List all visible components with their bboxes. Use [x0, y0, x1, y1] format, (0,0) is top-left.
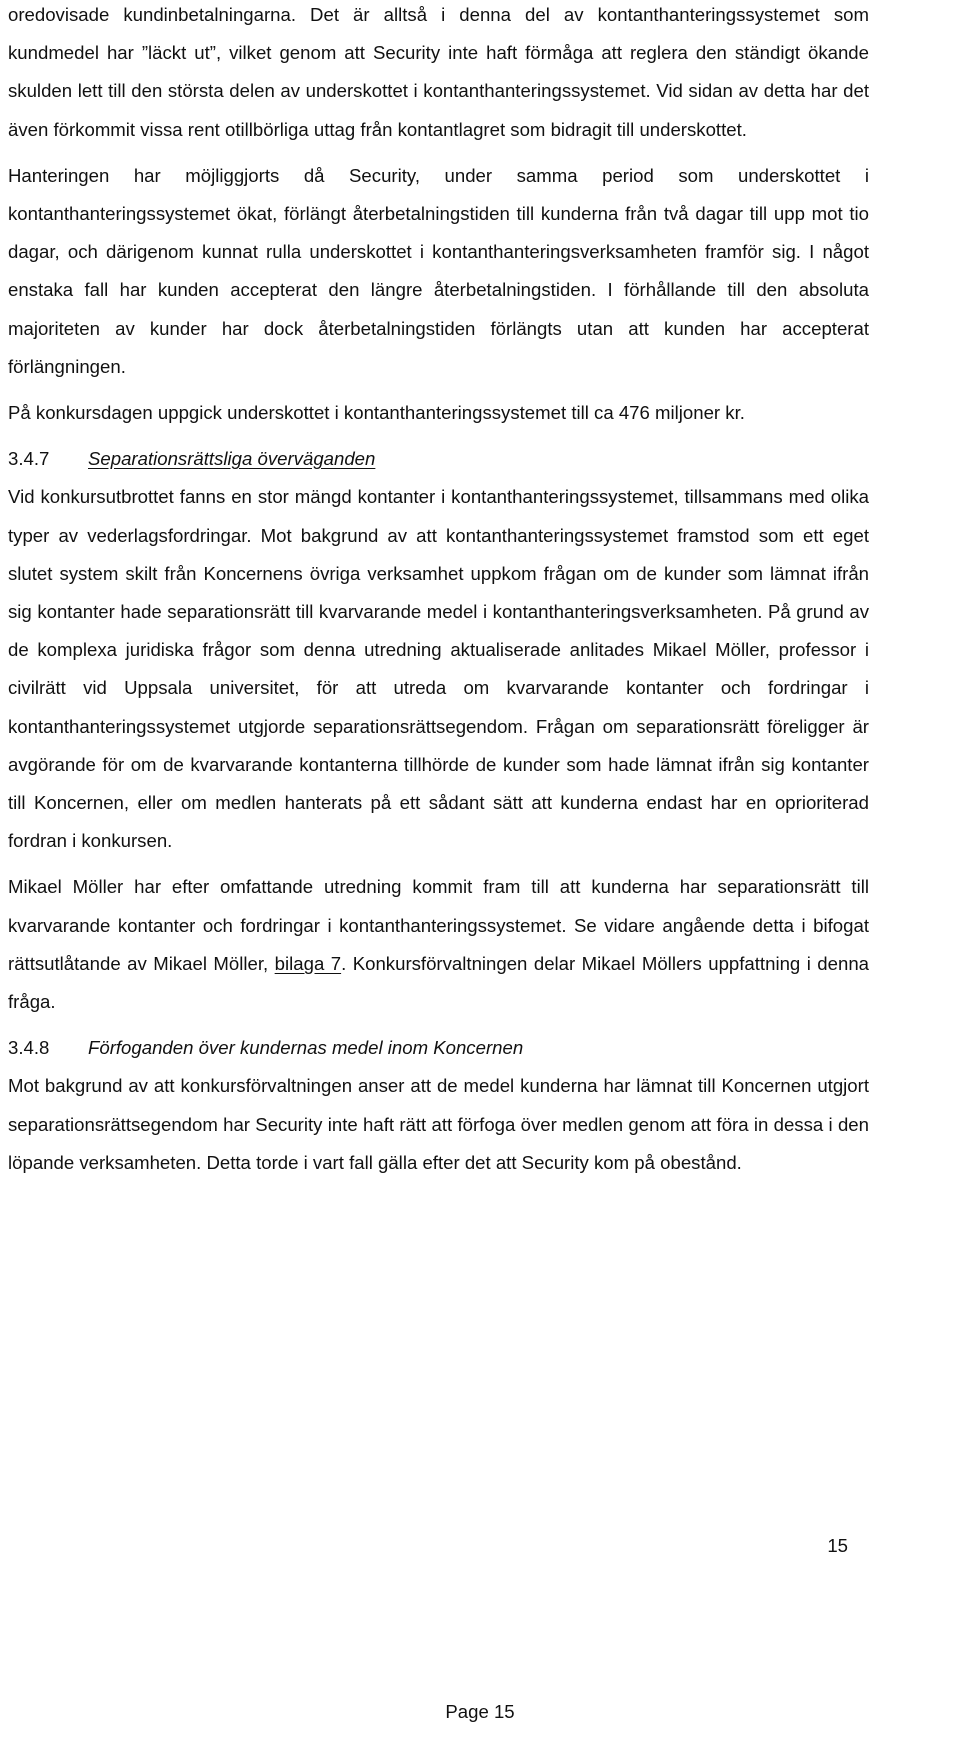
section-heading-3-4-8: [8, 1029, 869, 1067]
paragraph-text: . Konkursförvaltningen delar Mikael Möllers uppfattning i denna fråga.: [8, 952, 870, 1013]
page-footer-label: Page 15: [445, 1701, 515, 1722]
section-title: Förfoganden över kundernas medel inom Koncernen: [88, 1037, 524, 1059]
section-number: 3.4.7: [8, 448, 50, 470]
paragraph-underskott-intro: oredovisade kundinbetalningarna. Det är alltså i denna del av kontanthanteringssystemet som kundmedel har ”läckt ut”, vilket genom att Security inte haft förmåga att reglera den ständigt ökande skulden lett till den största delen av underskottet i kontanthanteringssystemet. Vid sidan av detta har det även förkommit vissa rent otillbörliga uttag från kontantlagret som bidragit till underskottet.: [8, 4, 869, 140]
section-heading-3-4-7: [8, 440, 869, 478]
paragraph-underskott-konkursdag: På konkursdagen uppgick underskottet i kontanthanteringssystemet till ca 476 miljoner kr.: [8, 402, 745, 424]
section-number: 3.4.8: [8, 1037, 50, 1059]
paragraph-separationsratt: Vid konkursutbrottet fanns en stor mängd kontanter i kontanthanteringssystemet, tillsammans med olika typer av vederlagsfordringar. Mot bakgrund av att kontanthanteringssystemet framstod som ett eget slutet system skilt från Koncernens övriga verksamhet uppkom frågan om de kunder som lämnat ifrån sig kontanter hade separationsrätt till kvarvarande medel i kontanthanteringsverksamheten. På grund av de komplexa juridiska frågor som denna utredning aktualiserade anlitades Mikael Möller, professor i civilrätt vid Uppsala universitet, för att utreda om kvarvarande kontanter och fordringar i kontanthanteringssystemet utgjorde separationsrättsegendom. Frågan om separationsrätt föreligger är avgörande för om de kvarvarande kontanterna tillhörde de kunder som hade lämnat ifrån sig kontanter till Koncernen, eller om medlen hanterats på ett sådant sätt att kunderna endast har en oprioriterad fordran i konkursen.: [8, 486, 869, 852]
document-body: [8, 0, 869, 1182]
section-title: Separationsrättsliga överväganden: [88, 448, 376, 470]
paragraph-text: Mikael Möller har efter omfattande utredning kommit fram till att kunderna har separationsrätt till kvarvarande kontanter och fordringar i kontanthanteringssystemet. Se vidare angående detta i bifogat rättsutlåtande av Mikael Möller,: [8, 876, 869, 974]
paragraph-mikael-moller: [8, 868, 869, 1021]
appendix-reference: bilaga 7: [274, 952, 342, 974]
page-number: 15: [827, 1535, 848, 1556]
paragraph-forfoganden: Mot bakgrund av att konkursförvaltningen anser att de medel kunderna har lämnat till Koncernen utgjort separationsrättsegendom har Security inte haft rätt att förfoga över medlen genom att föra in dessa i den löpande verksamheten. Detta torde i vart fall gälla efter det att Security kom på obestånd.: [8, 1075, 869, 1173]
paragraph-atterbetalningstid: Hanteringen har möjliggjorts då Security, under samma period som underskottet i kontanthanteringssystemet ökat, förlängt återbetalningstiden till kunderna från två dagar till upp mot tio dagar, och därigenom kunnat rulla underskottet i kontanthanteringsverksamheten framför sig. I något enstaka fall har kunden accepterat den längre återbetalningstiden. I förhållande till den absoluta majoriteten av kunder har dock återbetalningstiden förlängts utan att kunden har accepterat förlängningen.: [8, 164, 869, 377]
